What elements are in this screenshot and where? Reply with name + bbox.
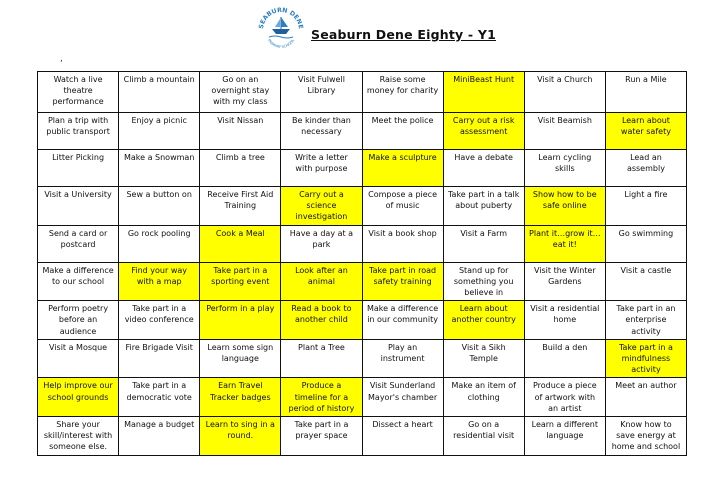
grid-cell: Dissect a heart — [362, 417, 443, 456]
grid-cell: Learn some sign language — [200, 339, 281, 378]
grid-cell: MiniBeast Hunt — [443, 72, 524, 113]
grid-cell: Meet the police — [362, 113, 443, 150]
grid-row — [38, 417, 687, 456]
grid-cell: Go on an overnight stay with my class — [200, 72, 281, 113]
grid-cell: Visit a residential home — [524, 301, 605, 340]
grid-cell: Plan a trip with public transport — [38, 113, 119, 150]
grid-cell: Find your way with a map — [119, 262, 200, 301]
grid-cell: Lead an assembly — [605, 150, 686, 187]
grid-cell: Take part in a prayer space — [281, 417, 362, 456]
grid-cell: Visit a book shop — [362, 225, 443, 262]
grid-cell: Write a letter with purpose — [281, 150, 362, 187]
grid-cell: Play an instrument — [362, 339, 443, 378]
grid-cell: Show how to be safe online — [524, 187, 605, 226]
grid-cell: Learn cycling skills — [524, 150, 605, 187]
grid-cell: Light a fire — [605, 187, 686, 226]
stray-mark: , — [60, 54, 63, 64]
grid-cell: Go swimming — [605, 225, 686, 262]
grid-cell: Go on a residential visit — [443, 417, 524, 456]
grid-cell: Visit the Winter Gardens — [524, 262, 605, 301]
grid-cell: Read a book to another child — [281, 301, 362, 340]
grid-cell: Help improve our school grounds — [38, 378, 119, 417]
grid-cell: Visit a castle — [605, 262, 686, 301]
grid-row — [38, 187, 687, 226]
grid-cell: Sew a button on — [119, 187, 200, 226]
grid-cell: Know how to save energy at home and school — [605, 417, 686, 456]
grid-cell: Earn Travel Tracker badges — [200, 378, 281, 417]
grid-cell: Make a Snowman — [119, 150, 200, 187]
grid-cell: Fire Brigade Visit — [119, 339, 200, 378]
grid-cell: Produce a timeline for a period of history — [281, 378, 362, 417]
grid-cell: Cook a Meal — [200, 225, 281, 262]
grid-cell: Take part in a sporting event — [200, 262, 281, 301]
boat-icon — [272, 17, 290, 34]
grid-cell: Visit a University — [38, 187, 119, 226]
grid-cell: Produce a piece of artwork with an artist — [524, 378, 605, 417]
grid-cell: Learn about water safety — [605, 113, 686, 150]
grid-cell: Take part in road safety training — [362, 262, 443, 301]
grid-cell: Visit Nissan — [200, 113, 281, 150]
grid-cell: Send a card or postcard — [38, 225, 119, 262]
grid-cell: Take part in a video conference — [119, 301, 200, 340]
grid-cell: Visit a Sikh Temple — [443, 339, 524, 378]
grid-cell: Enjoy a picnic — [119, 113, 200, 150]
grid-row — [38, 378, 687, 417]
grid-cell: Meet an author — [605, 378, 686, 417]
grid-cell: Visit a Farm — [443, 225, 524, 262]
grid-cell: Make a difference in our community — [362, 301, 443, 340]
grid-cell: Perform poetry before an audience — [38, 301, 119, 340]
grid-cell: Take part in an enterprise activity — [605, 301, 686, 340]
grid-cell: Have a day at a park — [281, 225, 362, 262]
grid-cell: Plant a Tree — [281, 339, 362, 378]
grid-cell: Make an item of clothing — [443, 378, 524, 417]
wave-icon — [269, 36, 293, 38]
logo-text-top: SEABURN DENE — [257, 6, 305, 30]
grid-cell: Look after an animal — [281, 262, 362, 301]
grid-cell: Make a sculpture — [362, 150, 443, 187]
grid-cell: Carry out a risk assessment — [443, 113, 524, 150]
school-logo — [255, 2, 307, 50]
grid-cell: Plant it…grow it…eat it! — [524, 225, 605, 262]
grid-cell: Climb a tree — [200, 150, 281, 187]
grid-cell: Visit a Church — [524, 72, 605, 113]
grid-row — [38, 150, 687, 187]
grid-cell: Carry out a science investigation — [281, 187, 362, 226]
grid-cell: Take part in a democratic vote — [119, 378, 200, 417]
grid-cell: Litter Picking — [38, 150, 119, 187]
challenge-grid — [37, 71, 687, 456]
grid-cell: Share your skill/interest with someone else. — [38, 417, 119, 456]
grid-cell: Visit a Mosque — [38, 339, 119, 378]
page-title: Seaburn Dene Eighty - Y1 — [311, 27, 496, 42]
grid-cell: Make a difference to our school — [38, 262, 119, 301]
grid-row — [38, 113, 687, 150]
grid-cell: Run a Mile — [605, 72, 686, 113]
grid-cell: Learn to sing in a round. — [200, 417, 281, 456]
grid-cell: Learn about another country — [443, 301, 524, 340]
logo-text-bottom: PRIMARY SCHOOL — [266, 38, 296, 50]
grid-cell: Manage a budget — [119, 417, 200, 456]
grid-cell: Watch a live theatre performance — [38, 72, 119, 113]
grid-cell: Visit Fulwell Library — [281, 72, 362, 113]
grid-cell: Receive First Aid Training — [200, 187, 281, 226]
grid-cell: Visit Beamish — [524, 113, 605, 150]
grid-cell: Compose a piece of music — [362, 187, 443, 226]
grid-cell: Learn a different language — [524, 417, 605, 456]
grid-row — [38, 301, 687, 340]
grid-cell: Perform in a play — [200, 301, 281, 340]
grid-cell: Take part in a talk about puberty — [443, 187, 524, 226]
grid-cell: Build a den — [524, 339, 605, 378]
grid-cell: Take part in a mindfulness activity — [605, 339, 686, 378]
grid-row — [38, 72, 687, 113]
grid-row — [38, 225, 687, 262]
grid-cell: Be kinder than necessary — [281, 113, 362, 150]
grid-row — [38, 262, 687, 301]
grid-row — [38, 339, 687, 378]
grid-cell: Visit Sunderland Mayor's chamber — [362, 378, 443, 417]
grid-cell: Climb a mountain — [119, 72, 200, 113]
grid-cell: Raise some money for charity — [362, 72, 443, 113]
grid-cell: Have a debate — [443, 150, 524, 187]
grid-body — [38, 72, 687, 456]
grid-cell: Go rock pooling — [119, 225, 200, 262]
grid-cell: Stand up for something you believe in — [443, 262, 524, 301]
